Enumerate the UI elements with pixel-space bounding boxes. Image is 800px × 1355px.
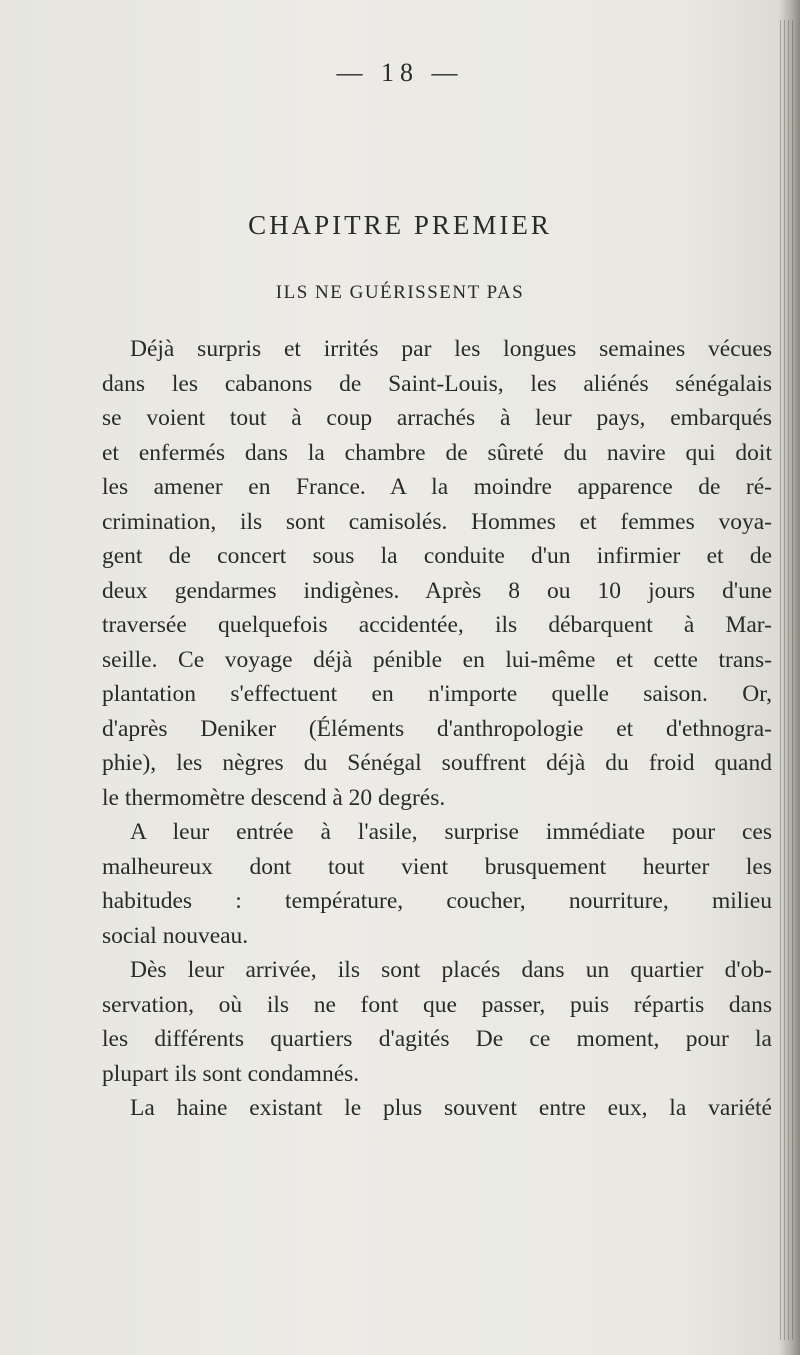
paragraph-line: se voient tout à coup arrachés à leur pays, embarqués [102, 405, 772, 431]
paragraph-line: habitudes : température, coucher, nourriture, milieu [102, 888, 772, 914]
paragraph-line: phie), les nègres du Sénégal souffrent déjà du froid quand [102, 750, 772, 776]
paragraph-line: traversée quelquefois accidentée, ils débarquent à Mar- [102, 612, 772, 638]
paragraph-line: seille. Ce voyage déjà pénible en lui-même et cette trans- [102, 646, 772, 673]
paragraph-line: le thermomètre descend à 20 degrés. [102, 784, 446, 811]
paragraph-line: plantation s'effectuent en n'importe quelle saison. Or, [102, 681, 772, 707]
paragraph-line: Dès leur arrivée, ils sont placés dans un quartier d'ob- [130, 957, 772, 983]
paragraph-line: d'après Deniker (Éléments d'anthropologie et d'ethnogra- [102, 715, 772, 742]
paragraph-line: plupart ils sont condamnés. [102, 1060, 360, 1087]
paragraph-line: Déjà surpris et irrités par les longues semaines vécues [130, 336, 772, 362]
paragraph-line: dans les cabanons de Saint-Louis, les aliénés sénégalais [102, 370, 772, 397]
paragraph-line: crimination, ils sont camisolés. Hommes et femmes voya- [102, 508, 772, 535]
page-number: — 18 — [336, 58, 464, 87]
paragraph-line: et enfermés dans la chambre de sûreté du navire qui doit [102, 439, 772, 466]
paragraph-line: servation, où ils ne font que passer, puis répartis dans [102, 991, 772, 1018]
paragraph-line: social nouveau. [102, 922, 249, 949]
paragraph-line: les différents quartiers d'agités De ce moment, pour la [102, 1026, 772, 1052]
paragraph-line: malheureux dont tout vient brusquement heurter les [102, 853, 772, 880]
paragraph-line: La haine existant le plus souvent entre eux, la variété [130, 1095, 772, 1121]
chapter-title: CHAPITRE PREMIER [248, 210, 552, 240]
paragraph-line: gent de concert sous la conduite d'un infirmier et de [102, 543, 772, 569]
paragraph-line: deux gendarmes indigènes. Après 8 ou 10 jours d'une [102, 577, 772, 604]
body-text [102, 332, 796, 1126]
paragraph-line: A leur entrée à l'asile, surprise immédiate pour ces [130, 819, 772, 845]
chapter-subtitle: ILS NE GUÉRISSENT PAS [275, 282, 525, 303]
paragraph-line: les amener en France. A la moindre apparence de ré- [102, 474, 772, 500]
